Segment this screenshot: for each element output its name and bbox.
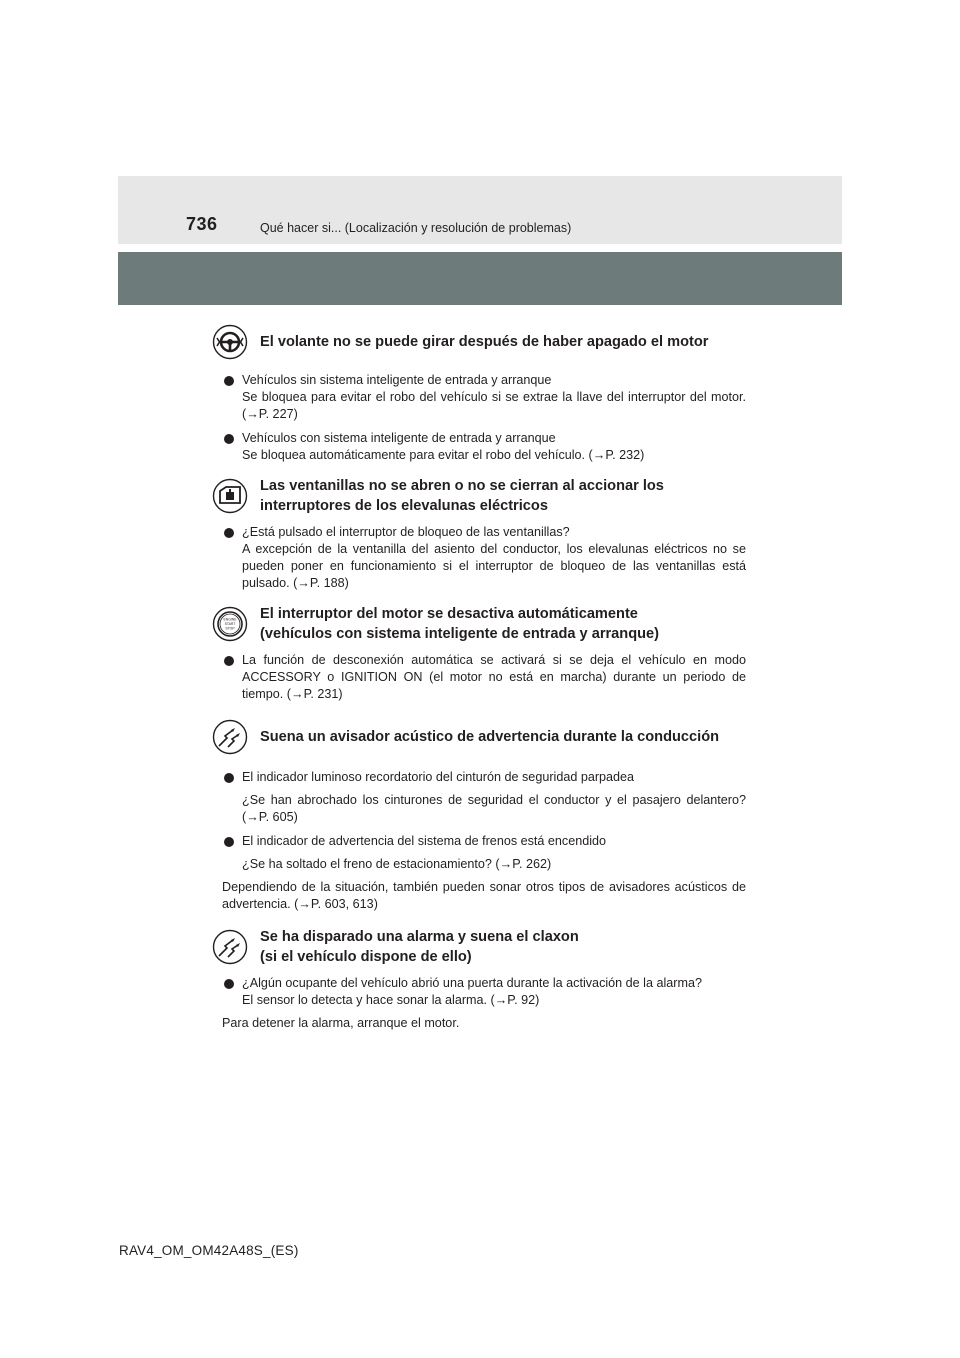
steering-wheel-icon (212, 324, 248, 360)
document-code: RAV4_OM_OM42A48S_(ES) (119, 1243, 299, 1258)
section-windows (222, 476, 746, 592)
bullet-icon (224, 837, 234, 847)
list-item: El indicador de advertencia del sistema de frenos está encendido ¿Se ha soltado el freno de estacionamiento? (→P. 262) (222, 833, 746, 873)
note-text: Dependiendo de la situación, también pueden sonar otros tipos de avisadores acústicos de advertencia. (→P. 603, 613) (222, 880, 746, 911)
bullet-icon (224, 656, 234, 666)
section-alarm (222, 927, 746, 1032)
section-heading (222, 927, 746, 967)
page-number: 736 (186, 214, 218, 234)
bullet-icon (224, 376, 234, 386)
bullet-icon (224, 773, 234, 783)
bullet-icon (224, 979, 234, 989)
window-lock-icon (212, 478, 248, 514)
engine-start-stop-icon (212, 606, 248, 642)
section-heading (222, 476, 746, 516)
note-text: Para detener la alarma, arranque el motor. (222, 1016, 460, 1030)
section-band (118, 252, 842, 305)
content (222, 322, 746, 1032)
section-title: Las ventanillas no se abren o no se cierran al accionar los interruptores de los elevalunas eléctricos (260, 478, 664, 514)
section-steering (222, 322, 746, 464)
warning-buzzer-icon (212, 719, 248, 755)
icon-label: START (224, 622, 236, 626)
list-item: El indicador luminoso recordatorio del cinturón de seguridad parpadea ¿Se han abrochado los cinturones de seguridad el conductor y el pasajero delantero? (→P. 605) (222, 769, 746, 826)
icon-label: ENGINE (223, 617, 237, 622)
section-title: El volante no se puede girar después de haber apagado el motor (260, 334, 709, 350)
section-title: Se ha disparado una alarma y suena el claxon (si el vehículo dispone de ello) (260, 929, 579, 965)
bullet-icon (224, 528, 234, 538)
header-title: Qué hacer si... (Localización y resolución de problemas) (260, 221, 572, 235)
section-heading (222, 717, 746, 757)
list-item: ¿Algún ocupante del vehículo abrió una puerta durante la activación de la alarma? El sensor lo detecta y hace sonar la alarma. (→P. 92) (222, 975, 746, 1009)
section-heading (222, 604, 746, 644)
icon-label: STOP (225, 626, 235, 631)
list-item: ¿Está pulsado el interruptor de bloqueo de las ventanillas? A excepción de la ventanilla del asiento del conductor, los elevalunas eléctricos no se pueden poner en funcionamiento si el interruptor de bloqueo de las ventanillas está pulsado. (→P. 188) (222, 524, 746, 592)
section-heading (222, 322, 746, 362)
list-item: La función de desconexión automática se activará si se deja el vehículo en modo ACCESSORY o IGNITION ON (el motor no está en marcha) durante un periodo de tiempo. (→P. 231) (222, 652, 746, 703)
bullet-icon (224, 434, 234, 444)
section-title: Suena un avisador acústico de advertencia durante la conducción (260, 729, 720, 745)
section-engine-switch (222, 604, 746, 703)
list-item: Vehículos con sistema inteligente de entrada y arranque Se bloquea automáticamente para evitar el robo del vehículo. (→P. 232) (222, 430, 746, 464)
section-title: El interruptor del motor se desactiva automáticamente (vehículos con sistema inteligente de entrada y arranque) (260, 606, 660, 642)
list-item: Vehículos sin sistema inteligente de entrada y arranque Se bloquea para evitar el robo del vehículo si se extrae la llave del interruptor del motor. (→P. 227) (222, 372, 746, 423)
section-buzzer (222, 717, 746, 913)
alarm-horn-icon (212, 929, 248, 965)
